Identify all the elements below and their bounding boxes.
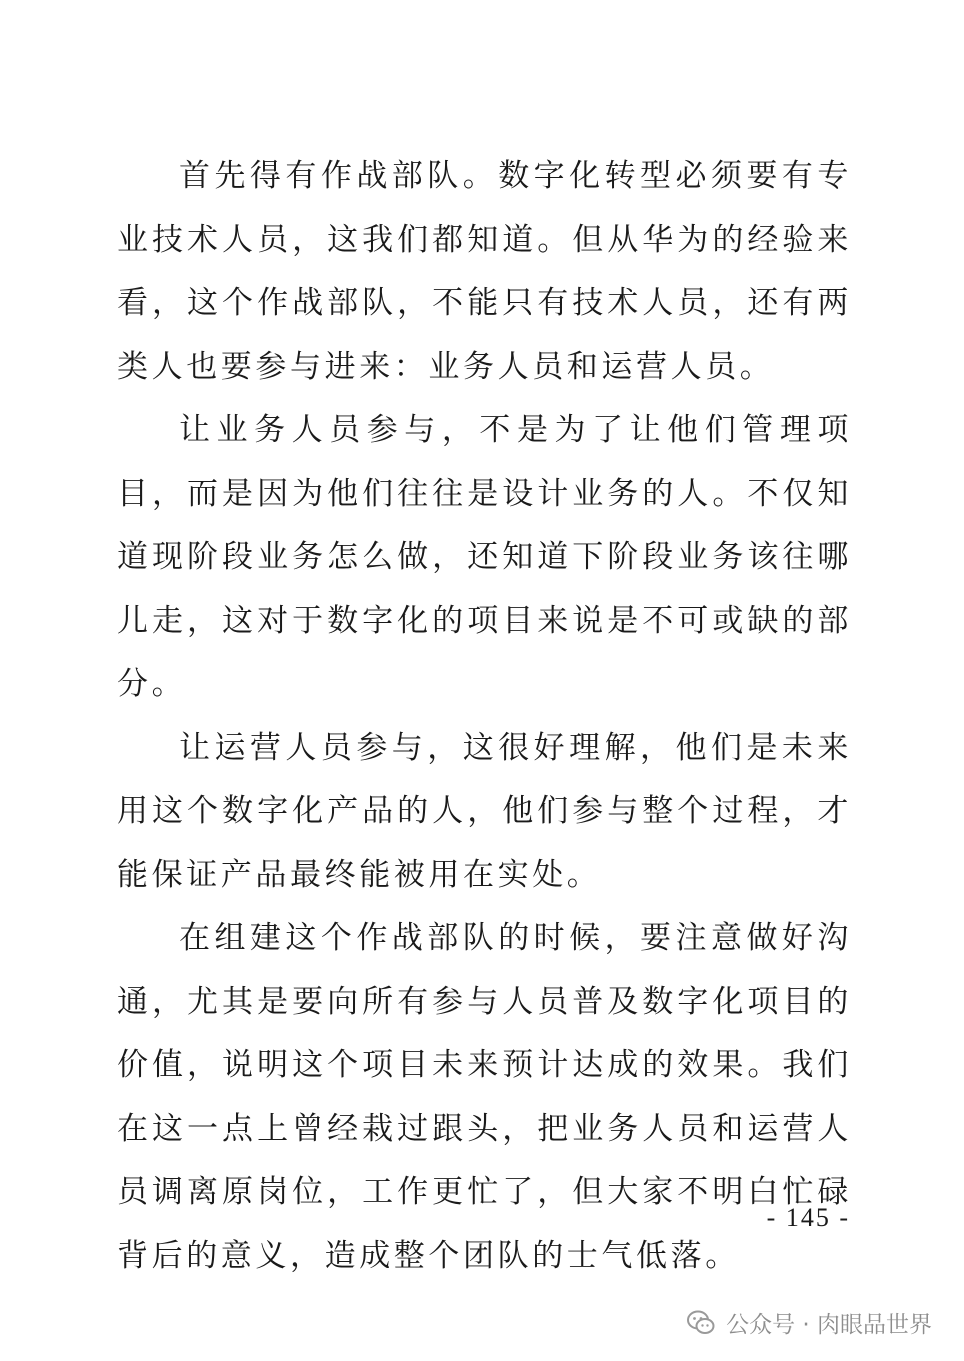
watermark-text: 公众号 · 肉眼品世界 — [726, 1312, 932, 1338]
paragraph: 让业务人员参与，不是为了让他们管理项目，而是因为他们往往是设计业务的人。不仅知道现阶段业务怎么做，还知道下阶段业务该往哪儿走，这对于数字化的项目来说是不可或缺的部分。 — [117, 412, 852, 702]
paragraph: 让运营人员参与，这很好理解，他们是未来用这个数字化产品的人，他们参与整个过程，才能保证产品最终能被用在实处。 — [117, 729, 852, 893]
wechat-icon — [686, 1308, 716, 1338]
watermark — [686, 1306, 932, 1339]
page-number: - 145 - — [766, 1203, 850, 1232]
body-text — [117, 145, 852, 1288]
paragraph: 在组建这个作战部队的时候，要注意做好沟通，尤其是要向所有参与人员普及数字化项目的价值，说明这个项目未来预计达成的效果。我们在这一点上曾经栽过跟头，把业务人员和运营人员调离原岗位，工作更忙了，但大家不明白忙碌背后的意义，造成整个团队的士气低落。 — [117, 920, 852, 1274]
paragraph: 首先得有作战部队。数字化转型必须要有专业技术人员，这我们都知道。但从华为的经验来看，这个作战部队，不能只有技术人员，还有两类人也要参与进来：业务人员和运营人员。 — [117, 158, 852, 385]
